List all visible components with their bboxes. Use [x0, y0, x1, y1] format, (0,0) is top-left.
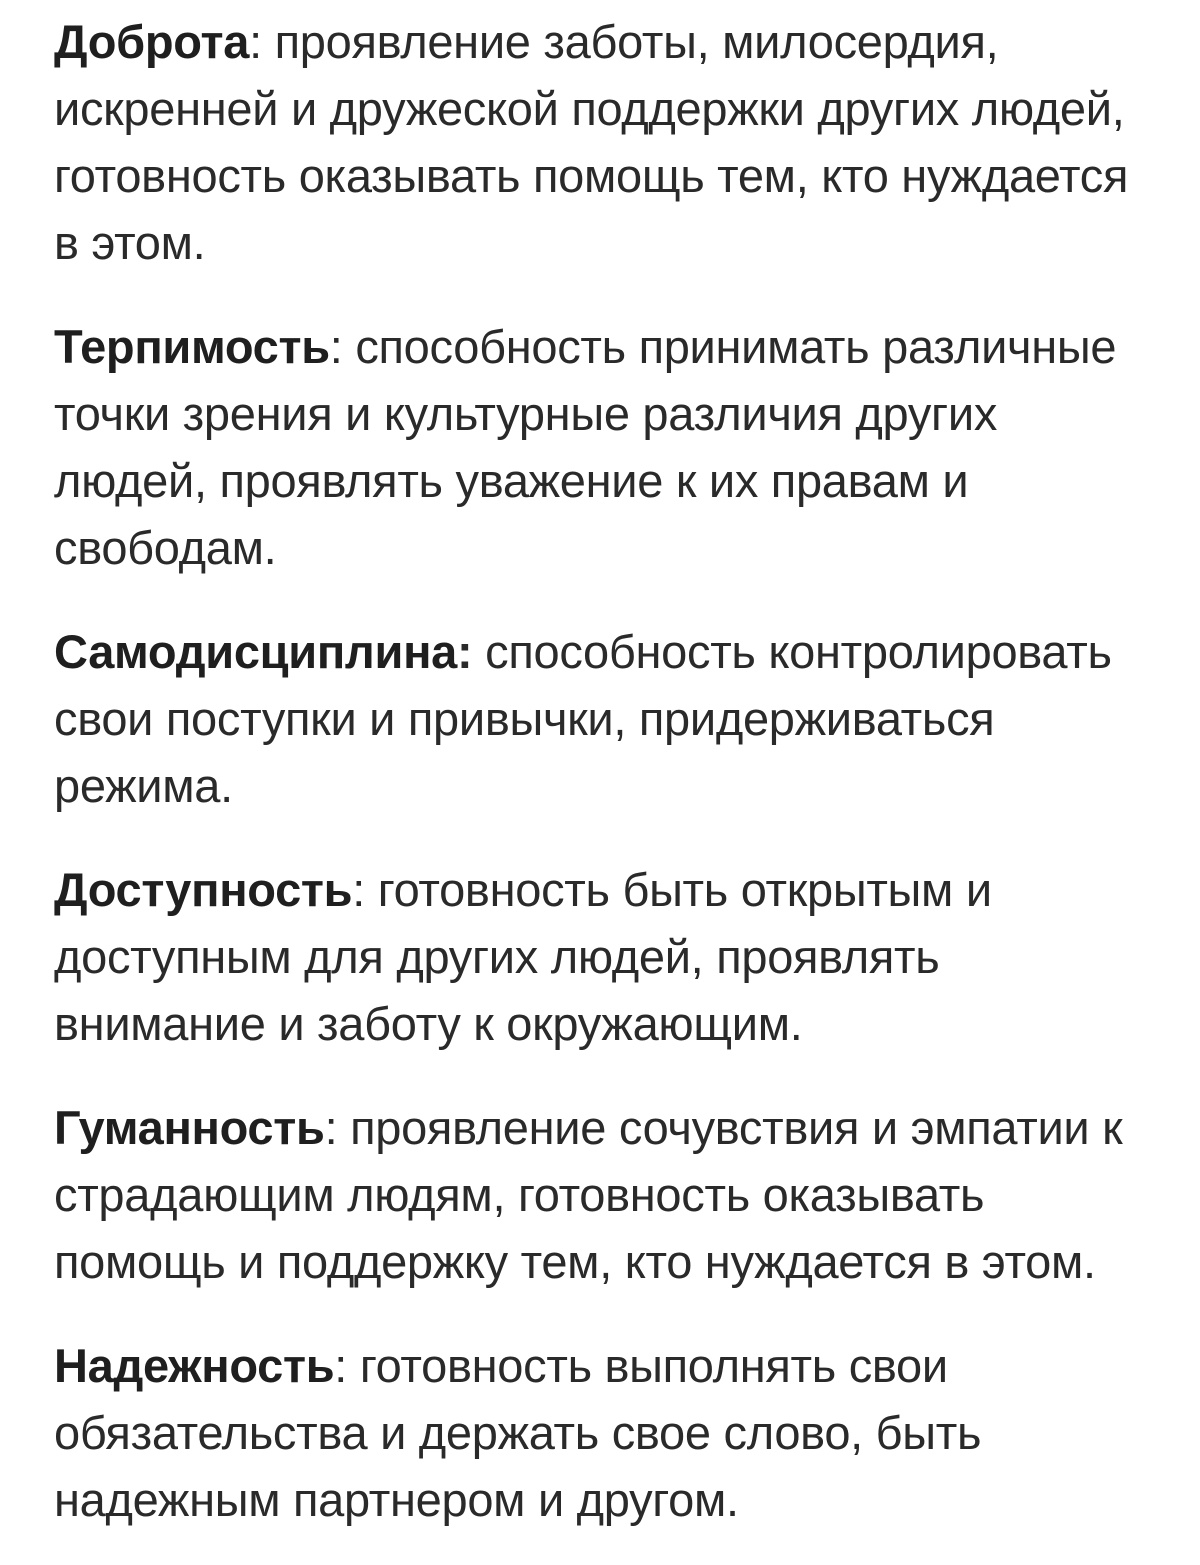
definition-text: готовность быть открытым и доступным для других людей, проявлять внимание и заботу к окружающим.: [54, 863, 992, 1050]
entry-reliability: [54, 1332, 1160, 1533]
term-label: Доброта: [54, 15, 250, 68]
definition-text: проявление заботы, милосердия, искренней и дружеской поддержки других людей, готовность оказывать помощь тем, кто нуждается в этом.: [54, 15, 1129, 269]
term-separator: :: [324, 1101, 338, 1154]
term-separator: :: [249, 15, 262, 68]
term-separator: :: [334, 1339, 348, 1392]
entry-kindness: [54, 8, 1160, 276]
term-label: Терпимость: [54, 320, 330, 373]
term-label: Самодисциплина: [54, 625, 458, 678]
entry-self-discipline: [54, 618, 1160, 819]
definition-text: готовность выполнять свои обязательства и держать свое слово, быть надежным партнером и другом.: [54, 1339, 982, 1526]
definition-text: способность принимать различные точки зрения и культурные различия других людей, проявлять уважение к их правам и свободам.: [54, 320, 1117, 574]
entry-humanity: [54, 1094, 1160, 1295]
term-separator: :: [457, 625, 473, 678]
term-label: Доступность: [54, 863, 353, 916]
term-label: Надежность: [54, 1339, 335, 1392]
definition-text: способность контролировать свои поступки и привычки, придерживаться режима.: [54, 625, 1112, 812]
entry-tolerance: [54, 313, 1160, 581]
term-separator: :: [352, 863, 365, 916]
term-label: Гуманность: [54, 1101, 325, 1154]
entry-accessibility: [54, 856, 1160, 1057]
definition-text: проявление сочувствия и эмпатии к страдающим людям, готовность оказывать помощь и поддержку тем, кто нуждается в этом.: [54, 1101, 1123, 1288]
term-separator: :: [329, 320, 343, 373]
